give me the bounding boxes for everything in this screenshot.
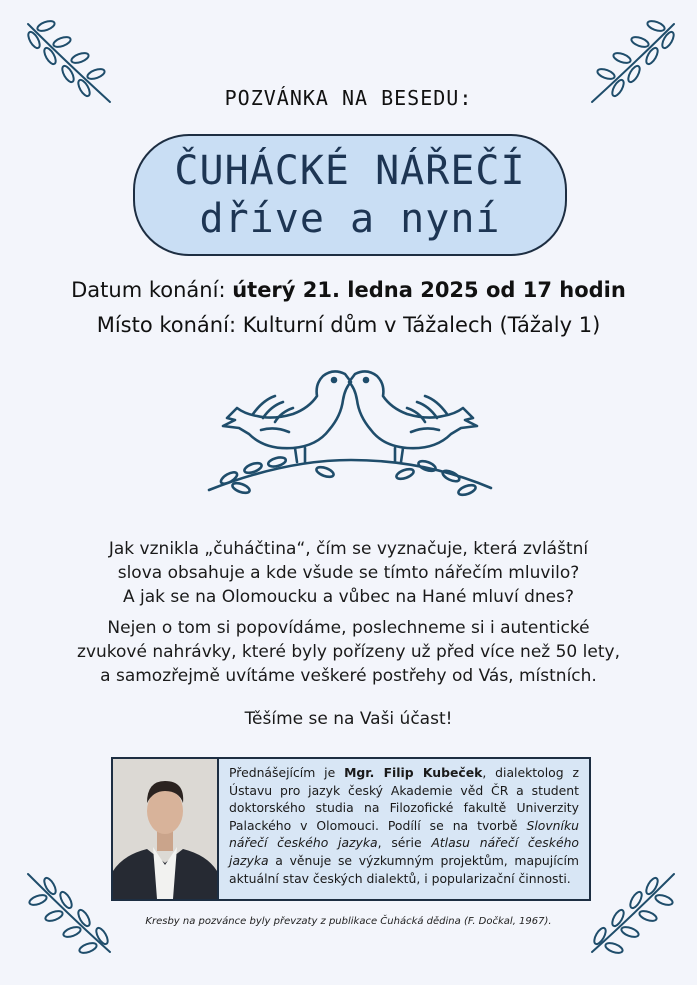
bio-text-3: a věnuje se výzkumným projektům, mapujícím aktuální stav českých dialektů, i popularizační činnosti. xyxy=(229,852,579,886)
bio-intro: Přednášejícím je xyxy=(229,765,345,780)
title-line-2: dříve a nyní xyxy=(199,196,501,242)
title-line-1: ČUHÁCKÉ NÁŘEČÍ xyxy=(174,148,526,194)
date-value: úterý 21. ledna 2025 od 17 hodin xyxy=(232,278,626,302)
place-value: Kulturní dům v Tážalech (Tážaly 1) xyxy=(242,313,601,337)
bio-text-1: , dialektolog z Ústavu pro jazyk český Akademie věd ČR a student doktorského studia na Filozofické fakultě Univerzity Palackého v Olomouci. Podílí se na tvorbě xyxy=(229,765,579,833)
speaker-photo xyxy=(113,759,219,899)
event-date xyxy=(0,278,697,302)
event-place xyxy=(0,313,697,337)
speaker-bio-box xyxy=(111,757,591,901)
place-label: Místo konání: xyxy=(96,313,243,337)
program-line: a samozřejmě uvítáme veškeré postřehy od Vás, místních. xyxy=(100,666,597,686)
program-line: Nejen o tom si popovídáme, poslechneme si i autentické xyxy=(107,618,590,638)
intro-line: slova obsahuje a kde všude se tímto nářečím mluvilo? xyxy=(117,563,580,583)
invitation-heading: POZVÁNKA NA BESEDU: xyxy=(224,86,473,110)
two-doves-illustration xyxy=(205,360,495,500)
olive-branch-icon xyxy=(22,868,117,958)
intro-line: Jak vznikla „čuháčtina“, čím se vyznačuje, která zvláštní xyxy=(108,539,589,559)
date-label: Datum konání: xyxy=(71,278,233,302)
bio-work-1: Slovníku nářečí českého jazyka xyxy=(229,817,579,851)
event-title xyxy=(133,134,567,256)
intro-line: A jak se na Olomoucku a vůbec na Hané mluví dnes? xyxy=(122,587,575,607)
program-line: zvukové nahrávky, které byly pořízeny už před více než 50 lety, xyxy=(77,642,620,662)
olive-branch-icon xyxy=(585,868,680,958)
speaker-name: Mgr. Filip Kubeček xyxy=(344,765,483,780)
bio-text-2: , série xyxy=(377,835,432,851)
closing-line: Těšíme se na Vaši účast! xyxy=(244,709,453,729)
intro-paragraph xyxy=(40,537,657,609)
illustration-credits: Kresby na pozvánce byly převzaty z publikace Čuhácká dědina (F. Dočkal, 1967). xyxy=(145,916,552,927)
speaker-bio xyxy=(219,759,589,899)
program-paragraph xyxy=(40,616,657,688)
bio-work-2: Atlasu nářečí českého jazyka xyxy=(229,835,579,868)
